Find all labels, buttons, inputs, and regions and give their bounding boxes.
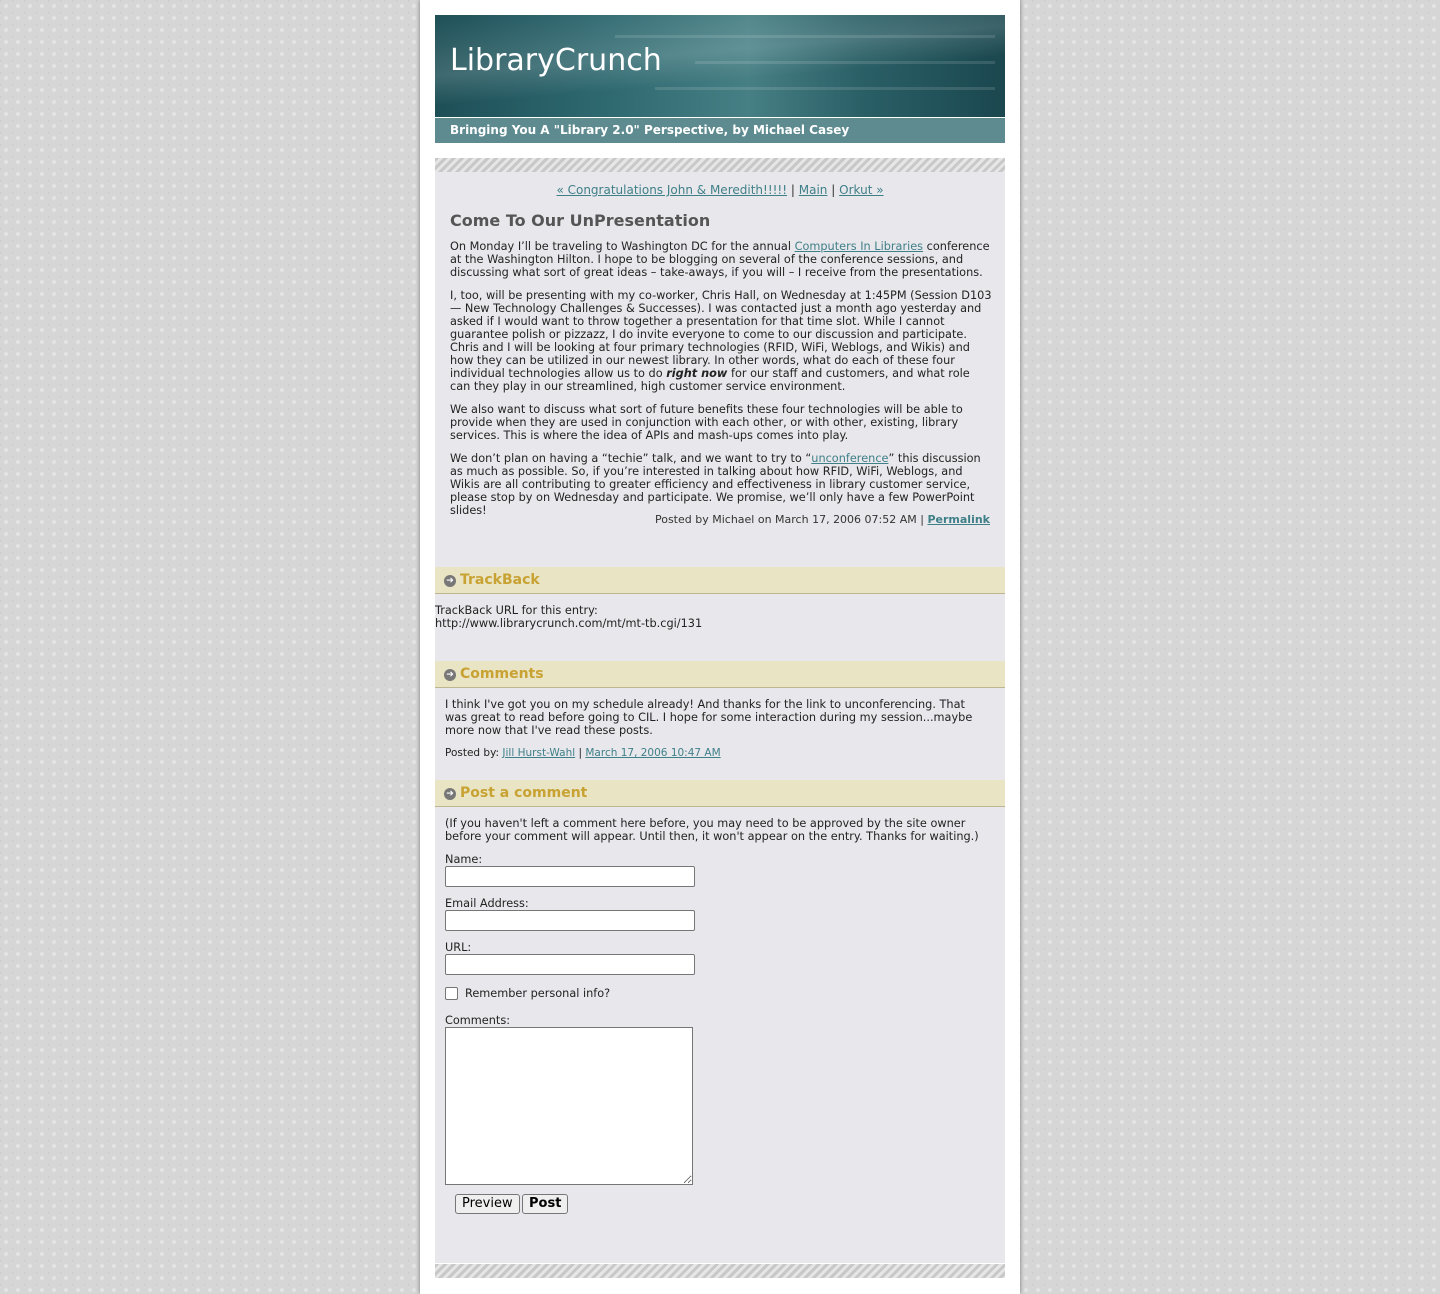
post-comment-header (435, 780, 1005, 807)
entry-paragraph (450, 452, 992, 517)
entry-text: I, too, will be presenting with my co-worker, Chris Hall, on Wednesday at 1:45PM (Session D103 — New Technology Challenges & Successes). I was contacted just a month ago yesterday and asked if I would want to throw together a presentation for that time slot. While I cannot guarantee polish or pizzazz, I do invite everyone to come to our discussion and participate. Chris and I will be looking at four primary technologies (RFID, WiFi, Weblogs, and Wikis) and how they can be utilized in our newest library. In other words, what do each of these four individual technologies allow us to do (450, 289, 992, 380)
trackback-header (435, 567, 1005, 594)
tagline-bar (435, 118, 1005, 143)
comment-posted-prefix: Posted by: (445, 747, 503, 759)
posted-by-text: Posted by Michael on March 17, 2006 07:52 AM | (654, 513, 928, 526)
page (420, 0, 1020, 1294)
entry-paragraph (450, 240, 992, 279)
comments-textarea[interactable] (445, 1027, 693, 1185)
comment-author-link[interactable]: Jill Hurst-Wahl (502, 747, 576, 759)
nav-separator: | (790, 183, 795, 197)
permalink-link[interactable]: Permalink (927, 513, 990, 526)
comments-label: Comments: (445, 1014, 511, 1027)
entry-byline (655, 513, 990, 526)
prev-entry-link[interactable]: « Congratulations John & Meredith!!!!! (556, 183, 788, 197)
emphasis-text: right now (666, 367, 728, 380)
arrow-right-icon: ➔ (444, 788, 456, 800)
name-input[interactable] (445, 866, 695, 887)
comment-text: I think I've got you on my schedule already! And thanks for the link to unconferencing. That was great to read before going to CIL. I hope for some interaction during my session...maybe more now that I've read these posts. (445, 698, 973, 737)
name-label: Name: (445, 853, 483, 866)
site-tagline: Bringing You A "Library 2.0" Perspective, by Michael Casey (450, 123, 850, 137)
comment-approval-notice: (If you haven't left a comment here before, you may need to be approved by the site owner before your comment will appear. Until then, it won't appear on the entry. Thanks for waiting.) (445, 817, 979, 843)
comments-header (435, 661, 1005, 688)
entry-text: We don’t plan on having a “techie” talk, and we want to try to “ (450, 452, 812, 465)
entry-text: conference at the Washington Hilton. I hope to be blogging on several of the conference sessions, and discussing what sort of great ideas – take-aways, if you will – I receive from the presentations. (450, 240, 990, 279)
arrow-right-icon: ➔ (444, 669, 456, 681)
remember-info-checkbox[interactable] (445, 987, 458, 1000)
content-area (435, 172, 1005, 1263)
entry-paragraph (450, 289, 992, 393)
url-label: URL: (445, 941, 472, 954)
nav-separator: | (831, 183, 836, 197)
comment-meta (445, 747, 721, 760)
comment-meta-separator: | (575, 747, 586, 759)
post-comment-heading: Post a comment (460, 785, 588, 801)
remember-info-label: Remember personal info? (465, 987, 611, 1000)
next-entry-link[interactable]: Orkut » (839, 183, 884, 197)
url-input[interactable] (445, 954, 695, 975)
email-input[interactable] (445, 910, 695, 931)
preview-button[interactable]: Preview (455, 1194, 520, 1214)
entry-paragraph: We also want to discuss what sort of future benefits these four technologies will be able to provide when they are used in conjunction with each other, or with other, existing, library services. This is where the idea of APIs and mash-ups comes into play. (450, 403, 963, 442)
entry-body (450, 240, 992, 527)
entry-text: ” this discussion as much as possible. So, if you’re interested in talking about how RFID, WiFi, Weblogs, and Wikis are all contributing to greater efficiency and effectiveness in library customer service, please stop by on Wednesday and participate. We promise, we’ll only have a few PowerPoint slides! (450, 452, 981, 517)
top-stripe-divider (435, 158, 1005, 172)
trackback-url: http://www.librarycrunch.com/mt/mt-tb.cgi/131 (435, 617, 703, 630)
trackback-heading: TrackBack (460, 572, 540, 588)
trackback-label: TrackBack URL for this entry: (435, 604, 598, 617)
computers-in-libraries-link[interactable]: Computers In Libraries (794, 240, 924, 253)
comments-heading: Comments (460, 666, 544, 682)
main-link[interactable]: Main (798, 183, 828, 197)
bottom-stripe-divider (435, 1264, 1005, 1278)
email-label: Email Address: (445, 897, 529, 910)
header-banner (435, 15, 1005, 117)
arrow-right-icon: ➔ (444, 575, 456, 587)
post-button[interactable]: Post (522, 1194, 568, 1214)
entry-text: for our staff and customers, and what role can they play in our streamlined, high customer service environment. (450, 367, 970, 393)
site-title[interactable]: LibraryCrunch (450, 43, 662, 78)
entry-navigation (435, 183, 1005, 197)
unconference-link[interactable]: unconference (811, 452, 889, 465)
comment-date-link[interactable]: March 17, 2006 10:47 AM (585, 747, 721, 759)
entry-title: Come To Our UnPresentation (450, 211, 711, 230)
entry-text: On Monday I’ll be traveling to Washington DC for the annual (450, 240, 795, 253)
